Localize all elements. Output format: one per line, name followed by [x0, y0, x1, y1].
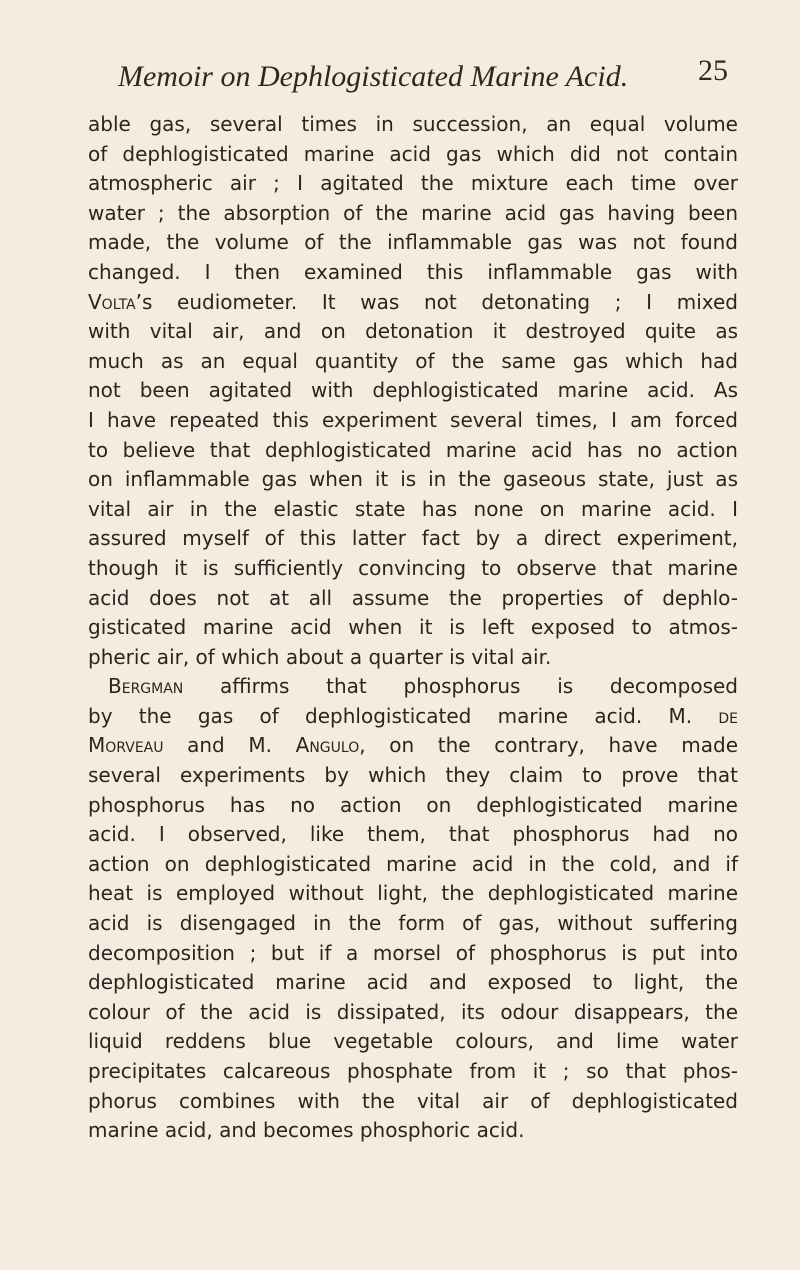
text-run: assured myself of this latter fact by a direct experiment, — [88, 526, 738, 551]
text-line — [88, 850, 738, 880]
text-line — [88, 495, 738, 525]
running-head-title: Memoir on Dephlogisticated Marine Acid. — [118, 60, 629, 93]
text-run: acid. I observed, like them, that phosphorus had no — [88, 822, 738, 847]
text-run: I have repeated this experiment several times, I am forced — [88, 407, 738, 432]
text-run: gisticated marine acid when it is left exposed to atmos- — [88, 615, 738, 640]
text-line — [88, 791, 738, 821]
text-run: ’s eudiometer. It was not detonating ; I mixed — [135, 289, 738, 314]
text-line — [88, 731, 738, 761]
text-run: pheric air, of which about a quarter is vital air. — [88, 644, 552, 669]
text-line — [88, 939, 738, 969]
text-line — [88, 584, 738, 614]
text-run: made, the volume of the inflammable gas was not found — [88, 230, 738, 255]
text-run: of dephlogisticated marine acid gas which did not contain — [88, 141, 738, 166]
text-run: water ; the absorption of the marine acid gas having been — [88, 200, 738, 225]
text-line — [88, 968, 738, 998]
running-head — [118, 54, 728, 104]
text-run: action on dephlogisticated marine acid in the cold, and if — [88, 851, 738, 876]
text-line — [88, 199, 738, 229]
text-line — [88, 110, 738, 140]
text-run: acid does not at all assume the properties of dephlo- — [88, 585, 738, 610]
text-line — [88, 228, 738, 258]
text-run: several experiments by which they claim to prove that — [88, 763, 738, 788]
small-caps-name: Bergman — [108, 674, 184, 699]
text-run: phosphorus has no action on dephlogisticated marine — [88, 792, 738, 817]
text-line — [88, 140, 738, 170]
text-run: dephlogisticated marine acid and exposed to light, the — [88, 970, 738, 995]
text-run: colour of the acid is dissipated, its odour disappears, the — [88, 999, 738, 1024]
text-line — [88, 879, 738, 909]
text-run: precipitates calcareous phosphate from it ; so that phos- — [88, 1059, 738, 1083]
text-run: and M. — [163, 733, 296, 758]
small-caps-name: Angulo — [295, 733, 360, 758]
text-line — [88, 998, 738, 1028]
text-line — [88, 524, 738, 554]
text-line — [88, 1057, 738, 1087]
body-text — [88, 110, 738, 1146]
text-run: able gas, several times in succession, an equal volume — [88, 112, 738, 136]
text-line — [88, 909, 738, 939]
text-run: changed. I then examined this inflammable gas with — [88, 259, 738, 284]
text-run: phorus combines with the vital air of dephlogisticated — [88, 1088, 738, 1113]
text-run: heat is employed without light, the dephlogisticated marine — [88, 881, 738, 906]
text-line — [88, 465, 738, 495]
text-run: liquid reddens blue vegetable colours, and lime water — [88, 1029, 738, 1054]
text-run: , on the contrary, have made — [359, 733, 738, 758]
text-run: vital air in the elastic state has none on marine acid. I — [88, 496, 738, 521]
text-line — [88, 643, 738, 673]
text-line — [88, 436, 738, 466]
text-run: decomposition ; but if a morsel of phosphorus is put into — [88, 940, 738, 965]
text-line — [88, 288, 738, 318]
text-line — [88, 672, 738, 702]
text-line — [88, 1027, 738, 1057]
text-line — [88, 702, 738, 732]
text-run: by the gas of dephlogisticated marine acid. M. — [88, 703, 719, 728]
text-run: affirms that phosphorus is decomposed — [183, 674, 738, 699]
small-caps-name: Morveau — [88, 733, 164, 758]
text-line — [88, 376, 738, 406]
text-run: not been agitated with dephlogisticated marine acid. As — [88, 378, 738, 403]
text-run: with vital air, and on detonation it destroyed quite as — [88, 319, 738, 344]
text-run: atmospheric air ; I agitated the mixture each time over — [88, 171, 738, 196]
text-run: on inflammable gas when it is in the gaseous state, just as — [88, 467, 738, 492]
text-line — [88, 347, 738, 377]
text-line — [88, 554, 738, 584]
text-line — [88, 820, 738, 850]
small-caps-name: Volta — [88, 289, 136, 314]
text-line — [88, 317, 738, 347]
text-run: though it is sufficiently convincing to observe that marine — [88, 555, 738, 580]
text-line — [88, 1087, 738, 1117]
text-line — [88, 258, 738, 288]
small-caps-name: de — [718, 703, 738, 728]
text-line — [88, 761, 738, 791]
text-line — [88, 1116, 738, 1146]
text-line — [88, 406, 738, 436]
text-run: marine acid, and becomes phosphoric acid. — [88, 1118, 525, 1143]
text-line — [88, 613, 738, 643]
text-run: acid is disengaged in the form of gas, without suffering — [88, 911, 738, 936]
page-number: 25 — [698, 54, 728, 87]
text-run: to believe that dephlogisticated marine acid has no action — [88, 437, 738, 462]
text-run: much as an equal quantity of the same gas which had — [88, 348, 738, 373]
text-line — [88, 169, 738, 199]
